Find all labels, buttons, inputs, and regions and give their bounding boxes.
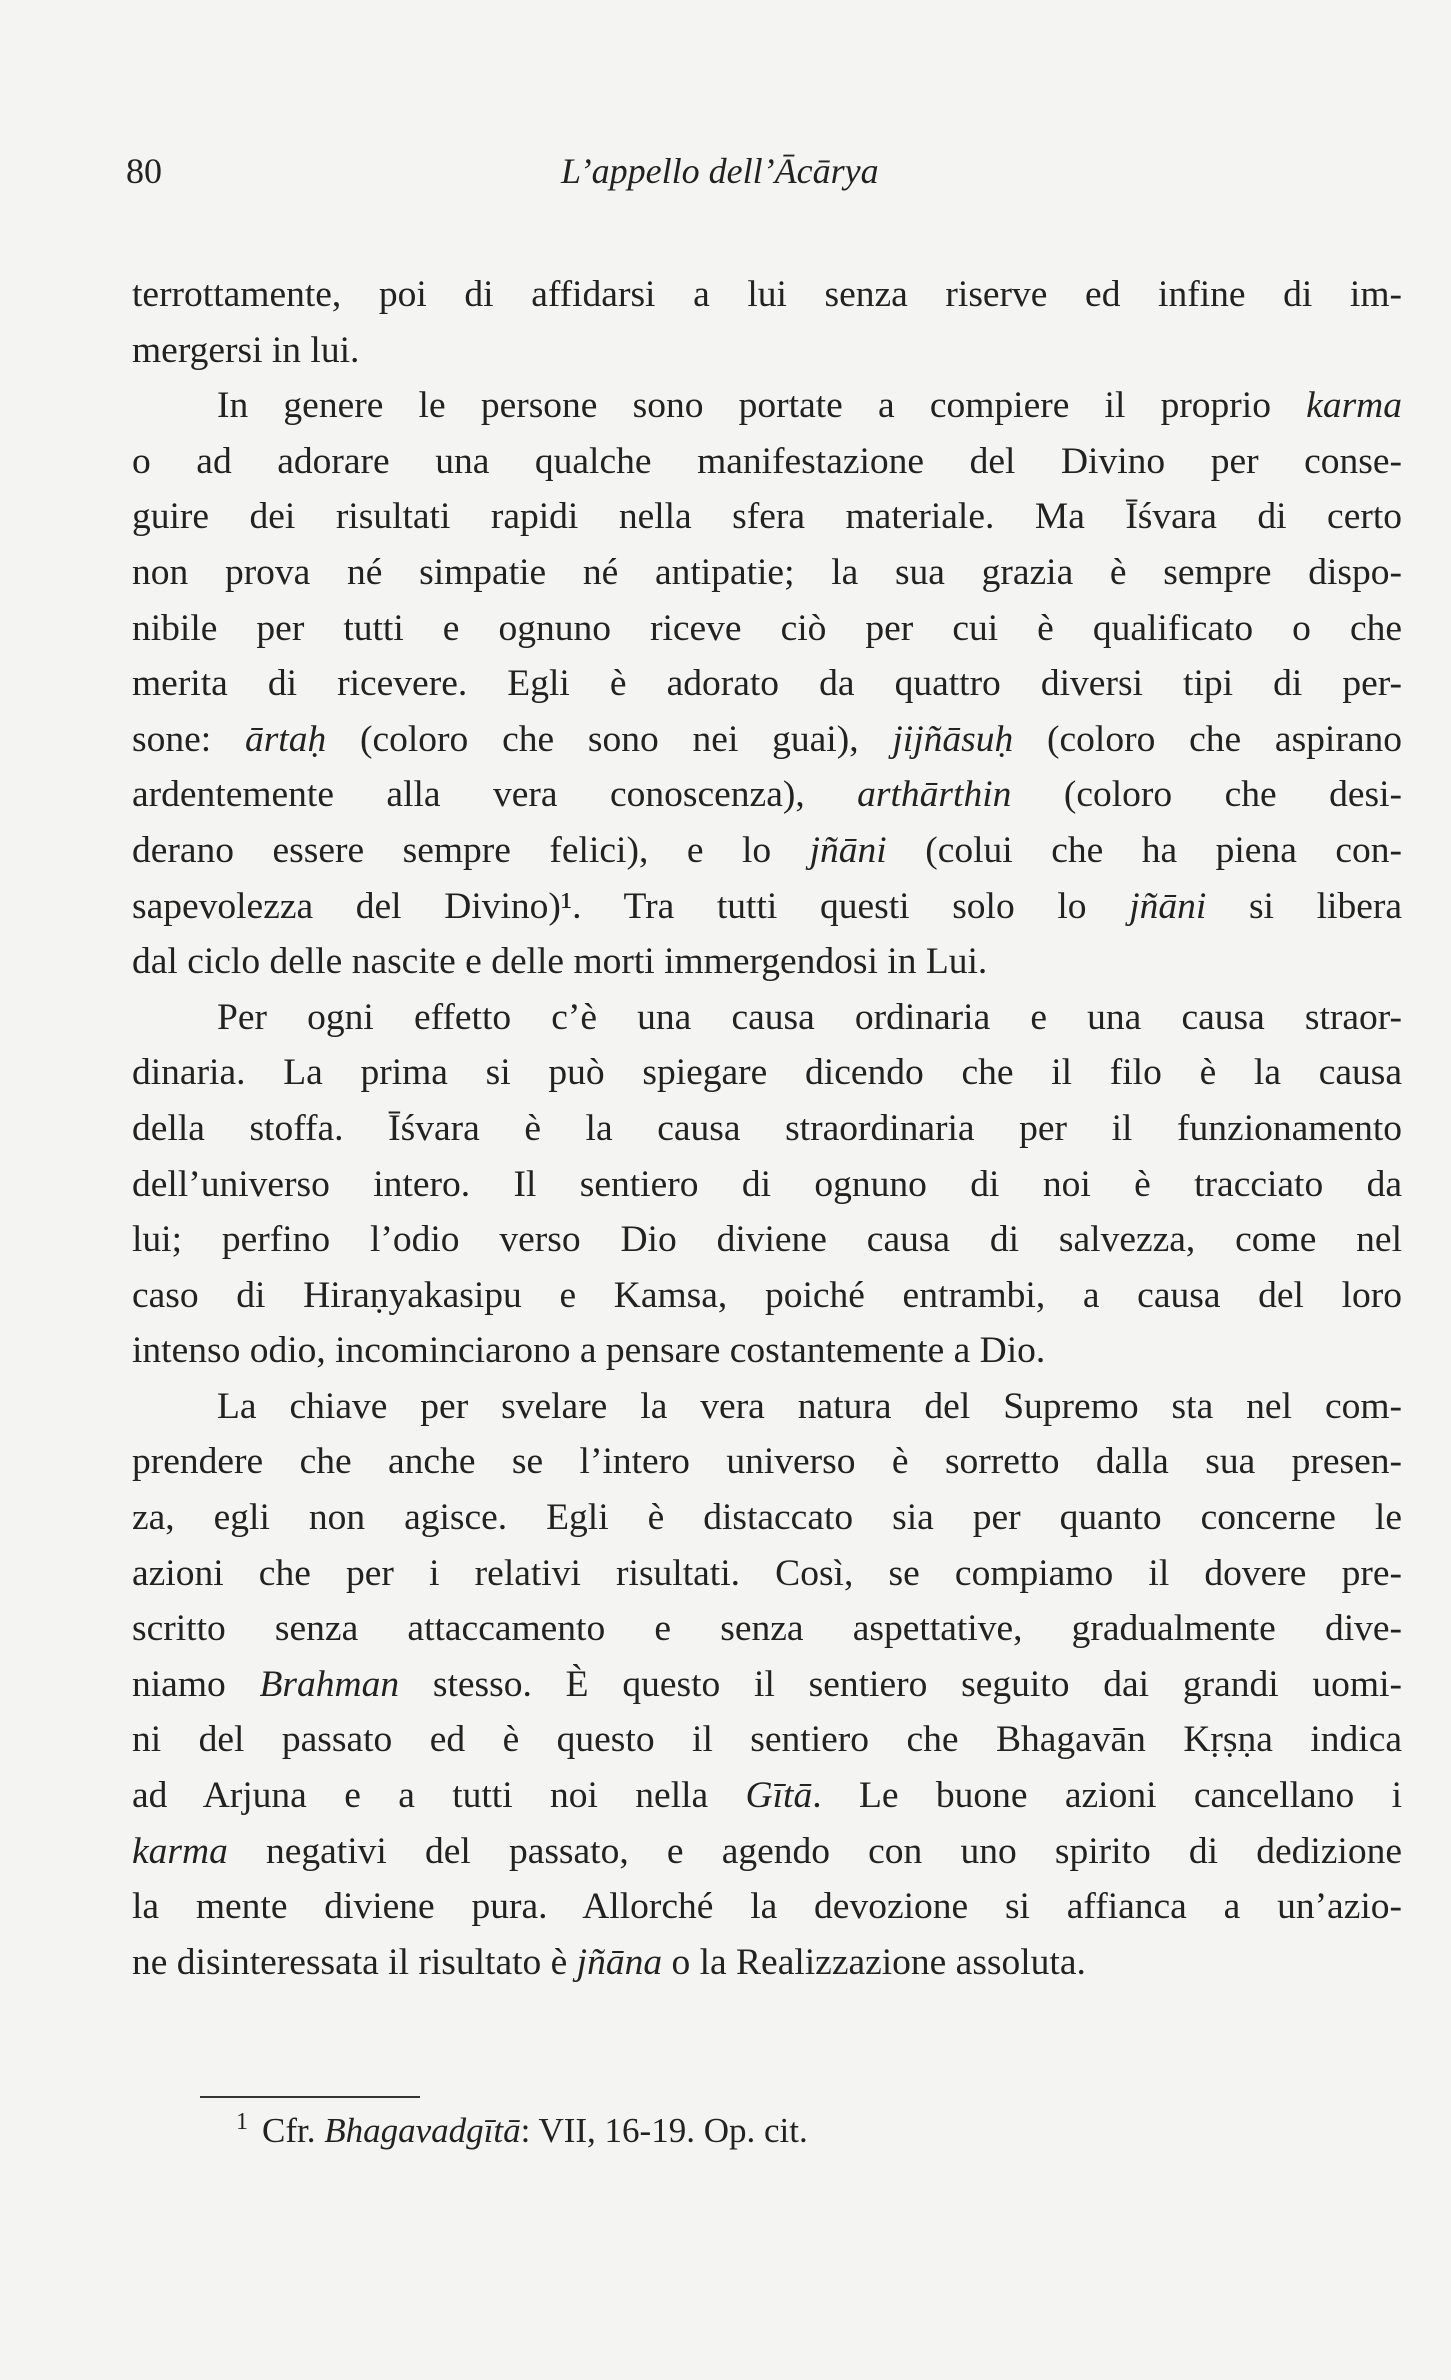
text-line: ne disinteressata il risultato è jñāna o la Realizzazione assoluta.	[132, 1941, 1086, 1983]
text-line: La chiave per svelare la vera natura del Supremo sta nel com-	[217, 1385, 1402, 1427]
paragraph	[132, 1379, 1402, 1991]
text-line: dell’universo intero. Il sentiero di ognuno di noi è tracciato da	[132, 1163, 1402, 1205]
text-line: scritto senza attaccamento e senza aspettative, gradualmente dive-	[132, 1608, 1402, 1650]
footnote-divider	[200, 2096, 420, 2098]
text-line: o ad adorare una qualche manifestazione del Divino per conse-	[132, 440, 1402, 482]
running-title: L’appello dell’Ācārya	[561, 151, 879, 191]
text-line: non prova né simpatie né antipatie; la sua grazia è sempre dispo-	[132, 551, 1402, 593]
text-line: prendere che anche se l’intero universo è sorretto dalla sua presen-	[132, 1441, 1402, 1483]
text-line: Per ogni effetto c’è una causa ordinaria e una causa straor-	[217, 996, 1402, 1038]
text-line: za, egli non agisce. Egli è distaccato sia per quanto concerne le	[132, 1497, 1402, 1539]
text-line: guire dei risultati rapidi nella sfera materiale. Ma Īśvara di certo	[132, 496, 1402, 538]
text-line: niamo Brahman stesso. È questo il sentiero seguito dai grandi uomi-	[132, 1663, 1402, 1705]
text-line: nibile per tutti e ognuno riceve ciò per cui è qualificato o che	[132, 607, 1402, 649]
page-header	[126, 150, 1358, 210]
text-line: sapevolezza del Divino)¹. Tra tutti questi solo lo jñāni si libera	[132, 885, 1402, 927]
text-line: karma negativi del passato, e agendo con uno spirito di dedizione	[132, 1830, 1402, 1872]
paragraph	[132, 378, 1402, 990]
text-line: mergersi in lui.	[132, 329, 360, 371]
body-text	[132, 267, 1402, 1990]
text-line: dinaria. La prima si può spiegare dicendo che il filo è la causa	[132, 1052, 1402, 1094]
footnote-number: 1	[236, 2109, 248, 2136]
text-line: lui; perfino l’odio verso Dio diviene causa di salvezza, come nel	[132, 1219, 1402, 1261]
text-line: la mente diviene pura. Allorché la devozione si affianca a un’azio-	[132, 1886, 1402, 1928]
text-line: caso di Hiraṇyakasipu e Kamsa, poiché entrambi, a causa del loro	[132, 1274, 1402, 1316]
page-number: 80	[126, 151, 162, 191]
text-line: sone: ārtaḥ (coloro che sono nei guai), jijñāsuḥ (coloro che aspirano	[132, 718, 1402, 760]
footnote-text: Cfr. Bhagavadgītā: VII, 16-19. Op. cit.	[262, 2111, 808, 2150]
text-line: terrottamente, poi di affidarsi a lui senza riserve ed infine di im-	[132, 274, 1402, 315]
text-line: derano essere sempre felici), e lo jñāni (colui che ha piena con-	[132, 829, 1402, 871]
paragraph	[132, 990, 1402, 1379]
text-line: In genere le persone sono portate a compiere il proprio karma	[217, 385, 1402, 427]
text-line: intenso odio, incominciarono a pensare costantemente a Dio.	[132, 1330, 1046, 1372]
paragraph	[132, 267, 1402, 378]
text-line: azioni che per i relativi risultati. Così, se compiamo il dovere pre-	[132, 1552, 1402, 1594]
text-line: ni del passato ed è questo il sentiero che Bhagavān Kṛṣṇa indica	[132, 1719, 1402, 1761]
text-line: merita di ricevere. Egli è adorato da quattro diversi tipi di per-	[132, 663, 1402, 705]
text-line: dal ciclo delle nascite e delle morti immergendosi in Lui.	[132, 941, 988, 983]
text-line: ad Arjuna e a tutti noi nella Gītā. Le buone azioni cancellano i	[132, 1775, 1402, 1817]
text-line: ardentemente alla vera conoscenza), arthārthin (coloro che desi-	[132, 774, 1402, 816]
text-line: della stoffa. Īśvara è la causa straordinaria per il funzionamento	[132, 1107, 1402, 1149]
footnote	[236, 2106, 808, 2156]
